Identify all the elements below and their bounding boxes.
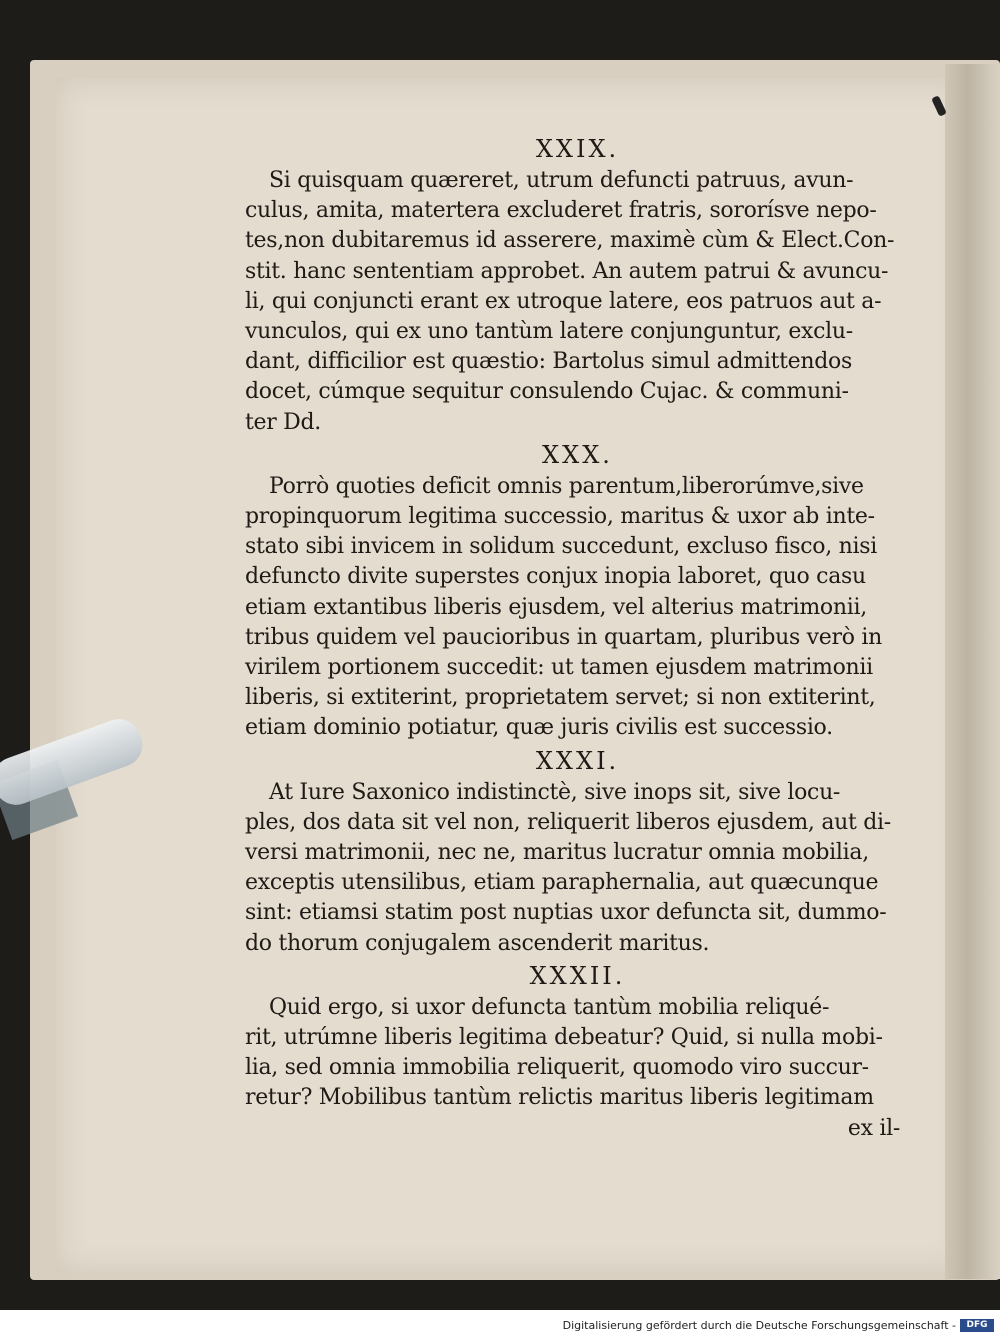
text-line: propinquorum legitima successio, maritus & uxor ab inte-	[245, 504, 875, 530]
text-line: versi matrimonii, nec ne, maritus lucratur omnia mobilia,	[245, 840, 869, 866]
section-heading: XXXII.	[529, 961, 626, 990]
book-gutter	[945, 64, 1000, 1279]
text-line: retur? Mobilibus tantùm relictis maritus liberis legitimam	[245, 1085, 874, 1111]
text-line: defuncto divite superstes conjux inopia laboret, quo casu	[245, 564, 866, 590]
section-heading: XXIX.	[535, 135, 620, 163]
text-line: do thorum conjugalem ascenderit maritus.	[245, 930, 710, 956]
text-line: liberis, si extiterint, proprietatem servet; si non extiterint,	[245, 685, 876, 711]
text-line: rit, utrúmne liberis legitima debeatur? Quid, si nulla mobi-	[245, 1025, 883, 1051]
text-line: tribus quidem vel paucioribus in quartam, pluribus verò in	[245, 624, 882, 650]
text-line: etiam extantibus liberis ejusdem, vel alterius matrimonii,	[245, 594, 867, 620]
text-line: ter Dd.	[245, 409, 321, 435]
text-line: docet, cúmque sequitur consulendo Cujac. & communi-	[245, 379, 849, 405]
digitization-footer	[0, 1310, 1000, 1341]
text-line: tes,non dubitaremus id asserere, maximè cùm & Elect.Con-	[245, 228, 895, 254]
text-line: Porrò quoties deficit omnis parentum,liberorúmve,sive	[269, 473, 864, 499]
funding-note: Digitalisierung gefördert durch die Deutsche Forschungsgemeinschaft -	[562, 1319, 956, 1332]
text-line: stit. hanc sententiam approbet. An autem patrui & avuncu-	[245, 258, 889, 284]
text-line: sint: etiamsi statim post nuptias uxor defuncta sit, dummo-	[245, 900, 887, 926]
text-line: At Iure Saxonico indistinctè, sive inops sit, sive locu-	[269, 779, 841, 805]
text-line: lia, sed omnia immobilia reliquerit, quomodo viro succur-	[245, 1055, 869, 1081]
text-line: stato sibi invicem in solidum succedunt, excluso fisco, nisi	[245, 534, 877, 560]
text-line: Si quisquam quæreret, utrum defuncti patruus, avun-	[269, 168, 854, 193]
page-text	[245, 132, 910, 1144]
catchword: ex il-	[847, 1115, 900, 1141]
text-line: virilem portionem succedit: ut tamen ejusdem matrimonii	[245, 655, 873, 681]
text-line: Quid ergo, si uxor defuncta tantùm mobilia reliqué-	[269, 994, 830, 1020]
dfg-logo: DFG	[960, 1319, 994, 1332]
text-line: vunculos, qui ex uno tantùm latere conjunguntur, exclu-	[245, 319, 853, 345]
section-heading: XXX.	[542, 440, 613, 469]
text-line: culus, amita, matertera excluderet fratris, sororísve nepo-	[245, 198, 877, 224]
section-heading: XXXI.	[535, 746, 620, 775]
text-line: li, qui conjuncti erant ex utroque latere, eos patruos aut a-	[245, 288, 882, 314]
text-line: etiam dominio potiatur, quæ juris civilis est successio.	[245, 715, 833, 741]
text-line: dant, difficilior est quæstio: Bartolus simul admittendos	[245, 349, 852, 375]
text-line: ples, dos data sit vel non, reliquerit liberos ejusdem, aut di-	[245, 809, 891, 835]
text-line: exceptis utensilibus, etiam paraphernalia, aut quæcunque	[245, 870, 879, 896]
